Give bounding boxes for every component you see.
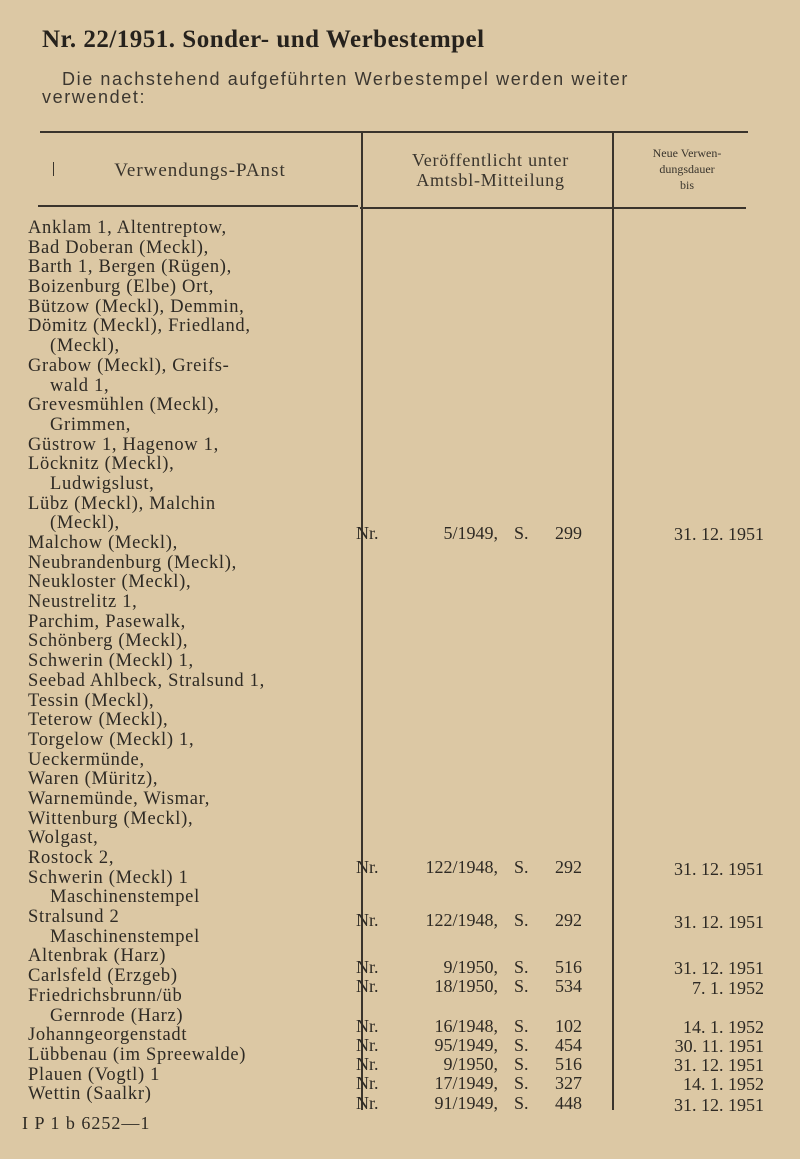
pub-number: 18/1950, (434, 976, 498, 996)
usage-until-date: 7. 1. 1952 (692, 978, 764, 998)
office-line: Dömitz (Meckl), Friedland, (28, 316, 251, 337)
publication-ref (356, 1035, 596, 1056)
publication-ref (356, 523, 596, 544)
office-line: Johanngeorgenstadt (28, 1025, 188, 1046)
office-line: Malchow (Meckl), (28, 533, 178, 553)
office-line: Neukloster (Meckl), (28, 572, 192, 593)
pub-s: S. (514, 1093, 529, 1113)
pub-nr: Nr. (356, 910, 379, 930)
pub-nr: Nr. (356, 1016, 379, 1036)
office-line: Schwerin (Meckl) 1, (28, 651, 194, 672)
pub-nr: Nr. (356, 976, 379, 996)
pub-page: 292 (555, 910, 582, 930)
pub-nr: Nr. (356, 1073, 379, 1093)
office-line: Ludwigslust, (50, 473, 155, 494)
column-header-duration (622, 145, 752, 193)
pub-s: S. (514, 957, 529, 977)
office-line: Wittenburg (Meckl), (28, 808, 194, 829)
header-bottom-rule-left (38, 205, 358, 207)
pub-page: 292 (555, 857, 582, 877)
office-line: Rostock 2, (28, 848, 115, 868)
office-line: Torgelow (Meckl) 1, (28, 729, 195, 750)
office-line: (Meckl), (50, 336, 120, 357)
usage-until-date: 31. 12. 1951 (674, 1055, 764, 1075)
pub-nr: Nr. (356, 1093, 379, 1113)
pub-number: 122/1948, (425, 857, 498, 877)
publication-ref (356, 976, 596, 997)
office-line: Maschinenstempel (50, 926, 200, 947)
office-line: Wettin (Saalkr) (28, 1084, 152, 1105)
pub-nr: Nr. (356, 1054, 379, 1074)
usage-until-date: 30. 11. 1951 (674, 1036, 764, 1056)
office-line: Bad Doberan (Meckl), (28, 237, 209, 258)
office-line: Grimmen, (50, 414, 132, 435)
pub-page: 454 (555, 1035, 582, 1055)
office-line: Barth 1, Bergen (Rügen), (28, 257, 232, 278)
office-line: Bützow (Meckl), Demmin, (28, 296, 245, 317)
office-line: Grabow (Meckl), Greifs- (28, 355, 230, 376)
office-line: Maschinenstempel (50, 887, 200, 908)
office-list (28, 219, 363, 1105)
office-line: Schönberg (Meckl), (28, 631, 189, 652)
pub-page: 534 (555, 976, 582, 996)
pub-number: 122/1948, (425, 910, 498, 930)
office-line: Lübbenau (im Spreewalde) (28, 1044, 247, 1065)
usage-until-date: 31. 12. 1951 (674, 912, 764, 932)
publication-ref (356, 910, 596, 931)
intro-line-2: verwendet: (42, 87, 147, 107)
column-header-duration-line-1: Neue Verwen- (652, 146, 722, 160)
pub-page: 516 (555, 1054, 582, 1074)
office-line: Schwerin (Meckl) 1 (28, 867, 189, 888)
office-line: Grevesmühlen (Meckl), (28, 395, 220, 416)
page-title: Nr. 22/1951. Sonder- und Werbestempel (42, 26, 485, 53)
header-bottom-rule-right (360, 207, 746, 209)
pub-nr: Nr. (356, 857, 379, 877)
pub-s: S. (514, 1073, 529, 1093)
office-line: Wolgast, (28, 828, 99, 849)
pub-page: 448 (555, 1093, 582, 1113)
office-line: wald 1, (50, 375, 110, 396)
column-header-published-line-1: Veröffentlicht unter (411, 150, 570, 170)
office-line: Gernrode (Harz) (50, 1005, 184, 1026)
column-header-published-line-2: Amtsbl-Mitteilung (416, 170, 565, 190)
office-line: Löcknitz (Meckl), (28, 454, 175, 475)
office-line: Tessin (Meckl), (28, 690, 155, 711)
pub-s: S. (514, 857, 529, 877)
pub-page: 299 (555, 523, 582, 543)
pub-number: 17/1949, (434, 1073, 498, 1093)
office-line: Güstrow 1, Hagenow 1, (28, 434, 219, 455)
publication-ref (356, 1073, 596, 1094)
publication-ref (356, 857, 596, 878)
pub-number: 95/1949, (434, 1035, 498, 1055)
pub-s: S. (514, 976, 529, 996)
office-line: Anklam 1, Altentreptow, (28, 218, 227, 238)
pub-number: 5/1949, (443, 523, 498, 543)
pub-s: S. (514, 910, 529, 930)
column-header-published (368, 150, 613, 190)
publication-ref (356, 957, 596, 978)
office-line: Teterow (Meckl), (28, 710, 169, 731)
usage-until-date: 31. 12. 1951 (674, 859, 764, 879)
pub-number: 91/1949, (434, 1093, 498, 1113)
publication-ref (356, 1093, 596, 1114)
usage-until-date: 31. 12. 1951 (674, 958, 764, 978)
pub-s: S. (514, 1054, 529, 1074)
pub-s: S. (514, 523, 529, 543)
pub-s: S. (514, 1016, 529, 1036)
pub-number: 9/1950, (443, 957, 498, 977)
pub-number: 9/1950, (443, 1054, 498, 1074)
pub-page: 327 (555, 1073, 582, 1093)
office-line: Neubrandenburg (Meckl), (28, 552, 237, 573)
column-header-duration-line-3: bis (679, 178, 694, 192)
office-line: (Meckl), (50, 513, 120, 534)
office-line: Neustrelitz 1, (28, 592, 138, 613)
office-line: Boizenburg (Elbe) Ort, (28, 277, 215, 298)
column-header-duration-line-2: dungsdauer (659, 162, 715, 176)
office-line: Plauen (Vogtl) 1 (28, 1064, 161, 1085)
pub-number: 16/1948, (434, 1016, 498, 1036)
table-top-rule (40, 131, 748, 133)
publication-ref (356, 1016, 596, 1037)
office-line: Warnemünde, Wismar, (28, 788, 211, 809)
pub-page: 516 (555, 957, 582, 977)
office-line: Parchim, Pasewalk, (28, 611, 186, 632)
document-reference-footer: I P 1 b 6252—1 (22, 1113, 151, 1133)
office-line: Lübz (Meckl), Malchin (28, 493, 216, 514)
publication-ref (356, 1054, 596, 1075)
office-line: Friedrichsbrunn/üb (28, 985, 183, 1006)
pub-s: S. (514, 1035, 529, 1055)
column-header-office: Verwendungs-PAnst (114, 160, 286, 181)
usage-until-date: 31. 12. 1951 (674, 524, 764, 544)
office-line: Waren (Müritz), (28, 769, 159, 790)
usage-until-date: 14. 1. 1952 (683, 1017, 764, 1037)
pub-nr: Nr. (356, 523, 379, 543)
office-line: Stralsund 2 (28, 907, 120, 928)
pub-nr: Nr. (356, 957, 379, 977)
usage-until-date: 14. 1. 1952 (683, 1074, 764, 1094)
office-line: Seebad Ahlbeck, Stralsund 1, (28, 670, 265, 691)
office-line: Altenbrak (Harz) (28, 946, 167, 967)
intro-line-1: Die nachstehend aufgeführten Werbestempel werden weiter (62, 69, 629, 89)
office-line: Ueckermünde, (28, 749, 145, 770)
pub-nr: Nr. (356, 1035, 379, 1055)
usage-until-date: 31. 12. 1951 (674, 1095, 764, 1115)
pub-page: 102 (555, 1016, 582, 1036)
office-line: Carlsfeld (Erzgeb) (28, 966, 178, 987)
intro-text (42, 70, 762, 106)
